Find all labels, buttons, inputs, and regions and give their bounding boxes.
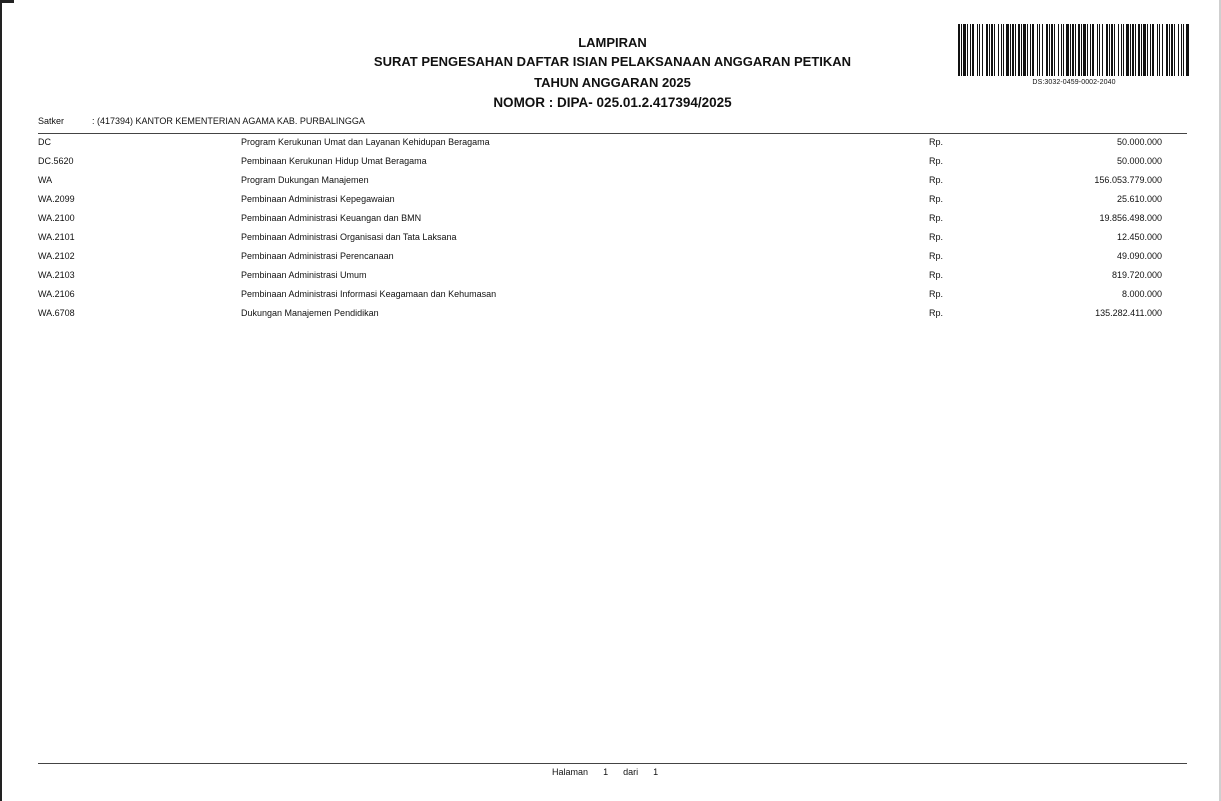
row-description: Pembinaan Administrasi Informasi Keagamaan dan Kehumasan (241, 289, 497, 299)
footer-rule (38, 763, 1187, 764)
page-footer (552, 767, 658, 777)
row-currency: Rp. (929, 289, 944, 299)
row-currency: Rp. (929, 175, 944, 185)
row-code: WA.2100 (38, 213, 75, 223)
row-code: DC.5620 (38, 156, 74, 166)
row-description: Pembinaan Kerukunan Hidup Umat Beragama (241, 156, 427, 166)
table-row (0, 289, 1221, 308)
row-code: WA.2099 (38, 194, 75, 204)
table-row (0, 251, 1221, 270)
page-frame-top (0, 0, 14, 3)
footer-page-label: Halaman (552, 767, 589, 777)
page-frame-left (0, 0, 2, 801)
row-code: WA.2101 (38, 232, 75, 242)
doc-title-lampiran: LAMPIRAN (578, 35, 647, 50)
doc-title-surat: SURAT PENGESAHAN DAFTAR ISIAN PELAKSANAAN ANGGARAN PETIKAN (373, 54, 852, 69)
table-row (0, 232, 1221, 251)
row-code: WA (38, 175, 53, 185)
table-row (0, 194, 1221, 213)
row-currency: Rp. (929, 137, 944, 147)
barcode-label: DS:3032-0459-0002-2040 (1032, 79, 1116, 86)
row-amount: 50.000.000 (1116, 137, 1162, 147)
row-description: Dukungan Manajemen Pendidikan (241, 308, 379, 318)
row-amount: 49.090.000 (1116, 251, 1162, 261)
row-amount: 8.000.000 (1121, 289, 1162, 299)
row-currency: Rp. (929, 270, 944, 280)
row-code: WA.2102 (38, 251, 75, 261)
table-top-rule (38, 133, 1187, 134)
row-currency: Rp. (929, 213, 944, 223)
row-amount: 156.053.779.000 (1094, 175, 1162, 185)
satker-value: : (417394) KANTOR KEMENTERIAN AGAMA KAB. PURBALINGGA (92, 116, 365, 126)
row-description: Pembinaan Administrasi Keuangan dan BMN (241, 213, 422, 223)
table-row (0, 175, 1221, 194)
row-description: Program Kerukunan Umat dan Layanan Kehidupan Beragama (241, 137, 490, 147)
row-amount: 12.450.000 (1116, 232, 1162, 242)
table-row (0, 213, 1221, 232)
footer-page-number: 1 (603, 767, 609, 777)
table-row (0, 270, 1221, 289)
row-amount: 819.720.000 (1111, 270, 1162, 280)
table-row (0, 308, 1221, 327)
row-description: Pembinaan Administrasi Organisasi dan Tata Laksana (241, 232, 457, 242)
row-amount: 25.610.000 (1116, 194, 1162, 204)
row-code: DC (38, 137, 51, 147)
table-row (0, 156, 1221, 175)
row-currency: Rp. (929, 156, 944, 166)
row-code: WA.2106 (38, 289, 75, 299)
row-amount: 135.282.411.000 (1095, 308, 1162, 318)
row-currency: Rp. (929, 232, 944, 242)
row-currency: Rp. (929, 194, 944, 204)
row-currency: Rp. (929, 308, 944, 318)
row-description: Program Dukungan Manajemen (241, 175, 369, 185)
row-amount: 19.856.498.000 (1099, 213, 1162, 223)
table-row (0, 137, 1221, 156)
satker-label: Satker (38, 116, 65, 126)
barcode-icon (958, 24, 1190, 76)
footer-page-total: 1 (653, 767, 659, 777)
doc-title-tahun: TAHUN ANGGARAN 2025 (534, 75, 691, 90)
row-currency: Rp. (929, 251, 944, 261)
row-code: WA.6708 (38, 308, 75, 318)
row-description: Pembinaan Administrasi Kepegawaian (241, 194, 395, 204)
footer-of-label: dari (623, 767, 639, 777)
row-description: Pembinaan Administrasi Perencanaan (241, 251, 394, 261)
row-description: Pembinaan Administrasi Umum (241, 270, 367, 280)
row-amount: 50.000.000 (1116, 156, 1162, 166)
row-code: WA.2103 (38, 270, 75, 280)
doc-title-nomor: NOMOR : DIPA- 025.01.2.417394/2025 (493, 95, 732, 110)
